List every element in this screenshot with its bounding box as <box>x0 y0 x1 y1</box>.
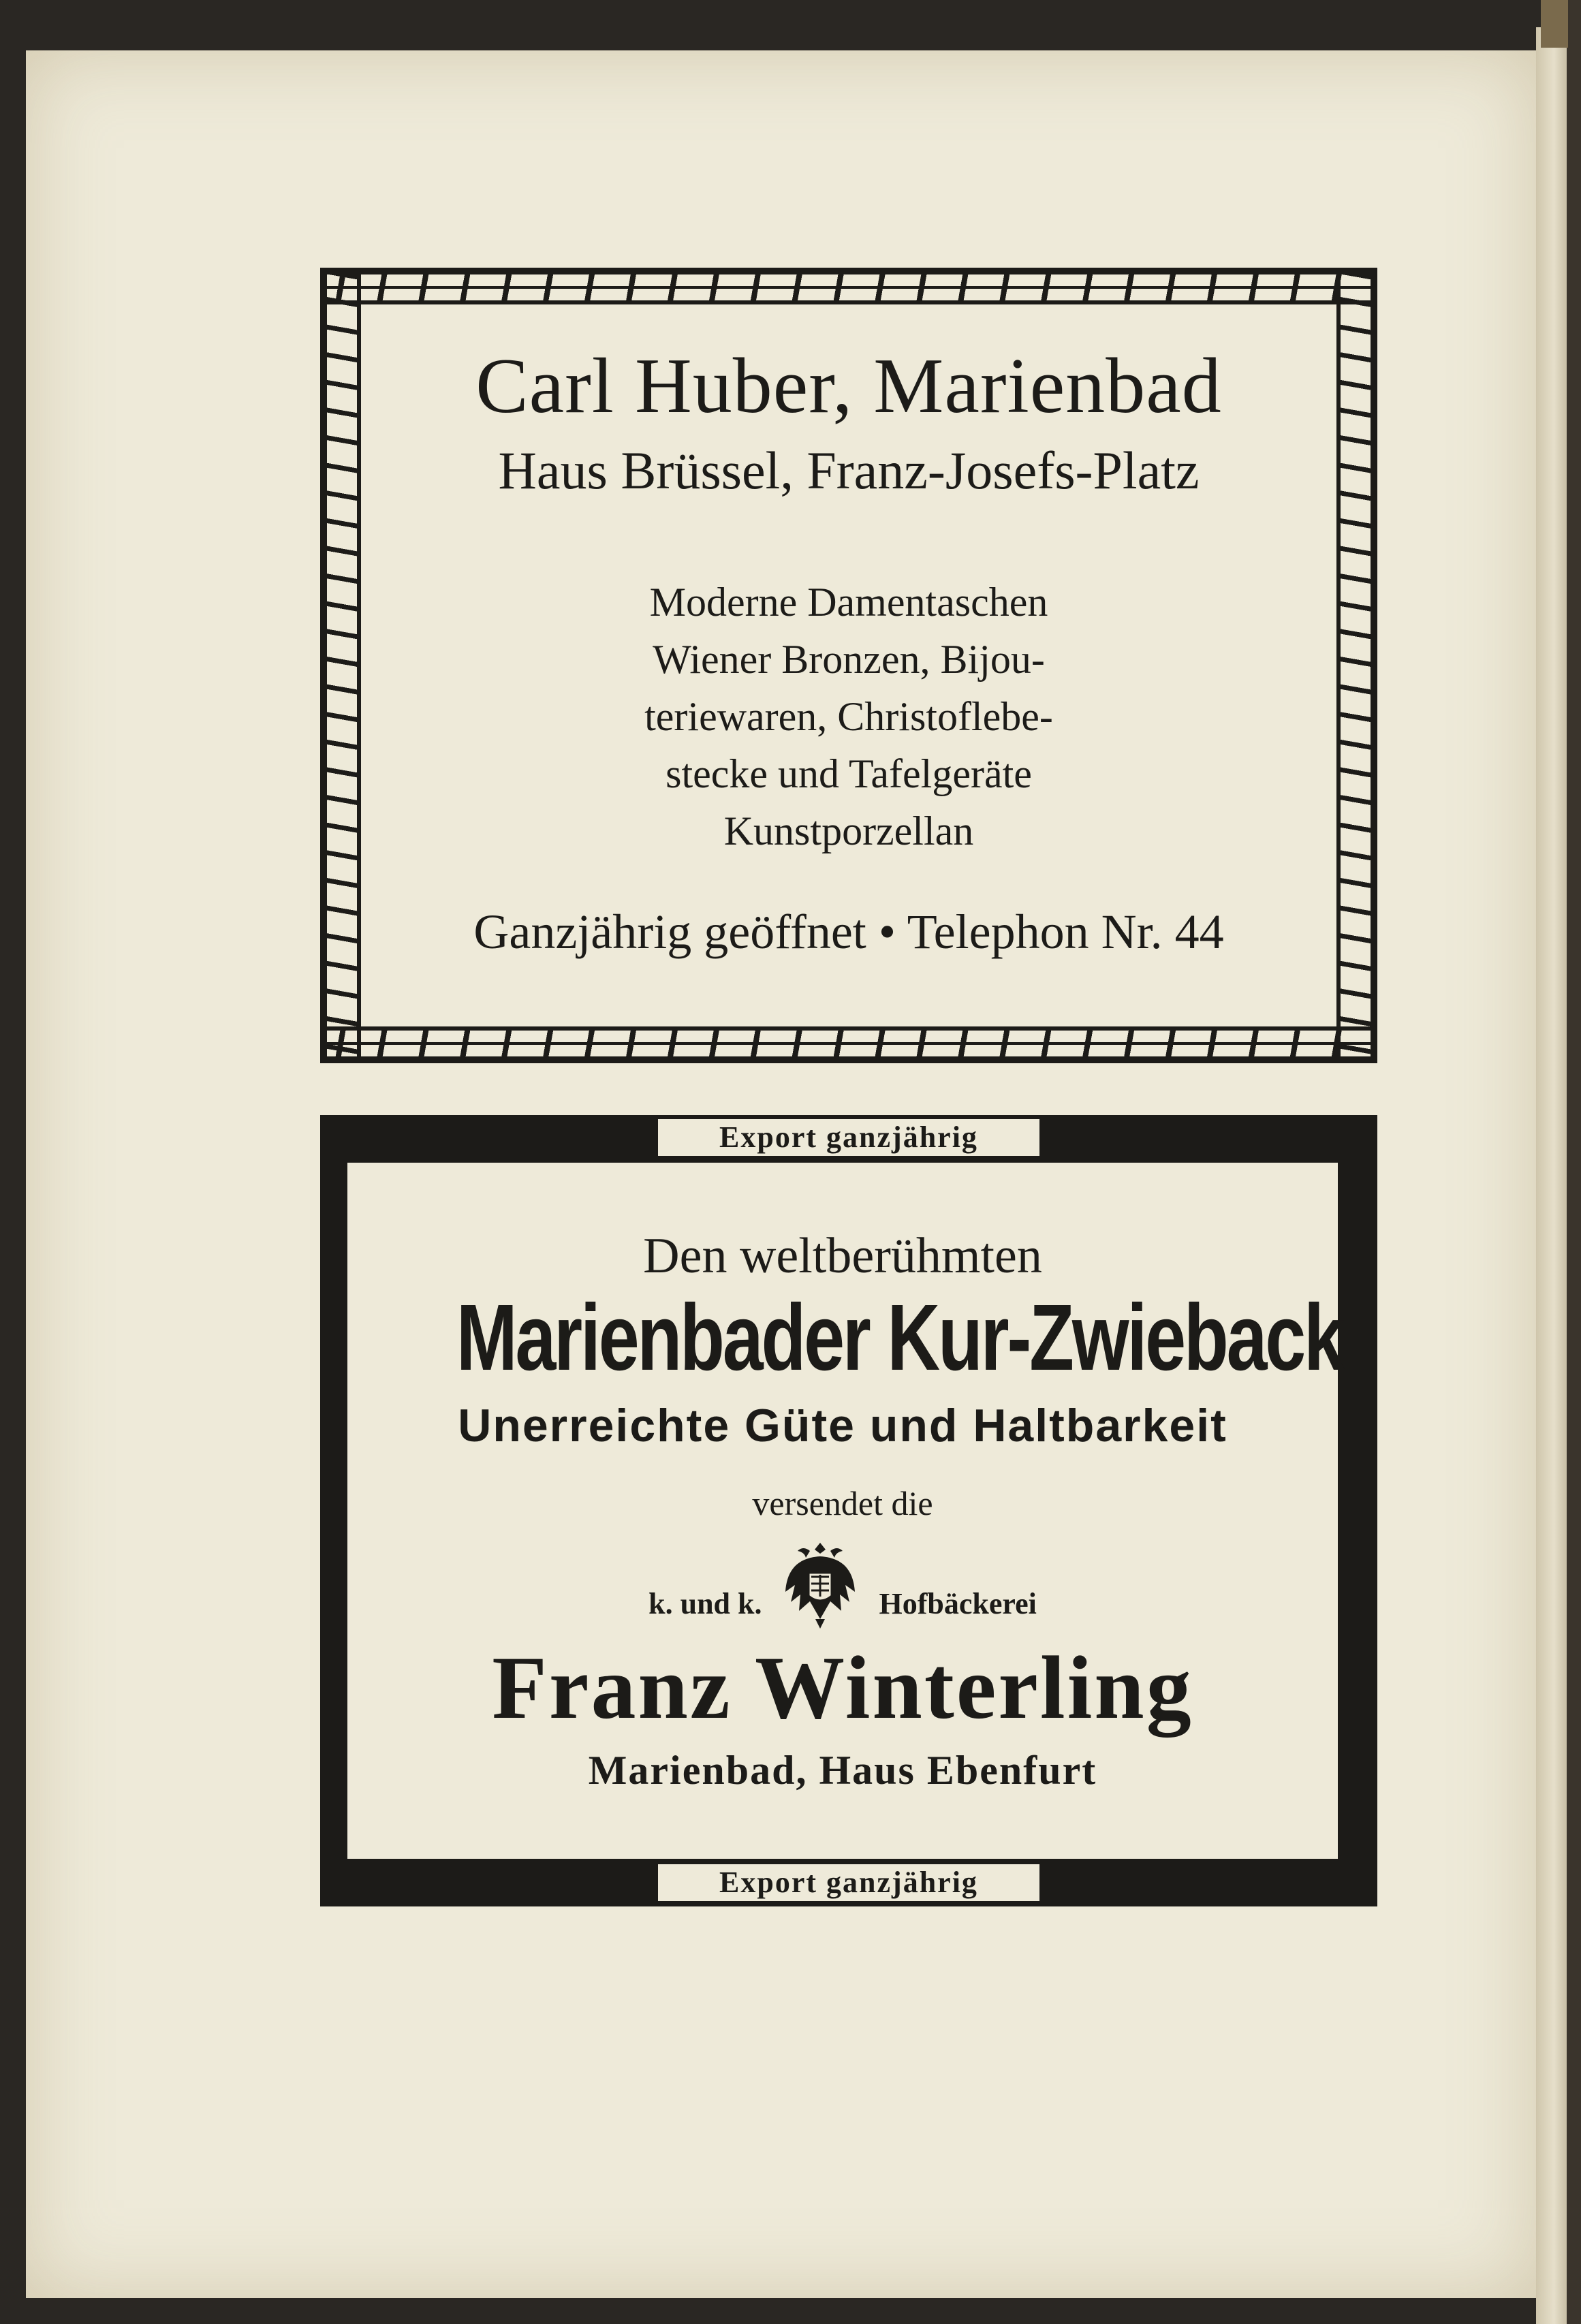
ad-body-line: teriewaren, Christoflebe- <box>644 694 1053 739</box>
ad-body-line: stecke und Tafelgeräte <box>666 751 1032 796</box>
binding-shadow <box>1567 0 1581 2324</box>
export-label-bottom: Export ganzjährig <box>655 1862 1042 1904</box>
ad-sender-intro: versendet die <box>752 1484 933 1522</box>
page-tab <box>1541 0 1568 48</box>
chain-border-left <box>323 270 361 1061</box>
ad-headline: Marienbader Kur-Zwieback <box>456 1285 1343 1390</box>
ad-body-line: Wiener Bronzen, Bijou- <box>653 637 1045 682</box>
ad-tagline: Unerreichte Güte und Haltbarkeit <box>458 1400 1227 1451</box>
ad-body <box>361 574 1336 860</box>
ad-carl-huber <box>320 268 1377 1063</box>
ad-footer: Ganzjährig geöffnet • Telephon Nr. 44 <box>473 905 1224 959</box>
ad-panel <box>347 1163 1343 1859</box>
chain-border-top <box>323 270 1375 304</box>
ad-address: Haus Brüssel, Franz-Josefs-Platz <box>498 441 1200 500</box>
ad-body-line: Moderne Damentaschen <box>649 580 1048 625</box>
ad-address: Marienbad, Haus Ebenfurt <box>588 1748 1097 1793</box>
ad-intro: Den weltberühmten <box>643 1228 1042 1284</box>
royal-prefix: k. und k. <box>648 1587 762 1620</box>
ad-company: Franz Winterling <box>492 1637 1193 1738</box>
ad-body-line: Kunstporzellan <box>723 808 974 853</box>
export-label-top: Export ganzjährig <box>655 1116 1042 1159</box>
ad-royal-line <box>347 1537 1338 1633</box>
chain-border-bottom <box>323 1026 1375 1061</box>
chain-border-right <box>1336 270 1375 1061</box>
ad-winterling <box>320 1115 1377 1906</box>
royal-suffix: Hofbäckerei <box>879 1587 1037 1620</box>
ad-title: Carl Huber, Marienbad <box>475 343 1222 430</box>
